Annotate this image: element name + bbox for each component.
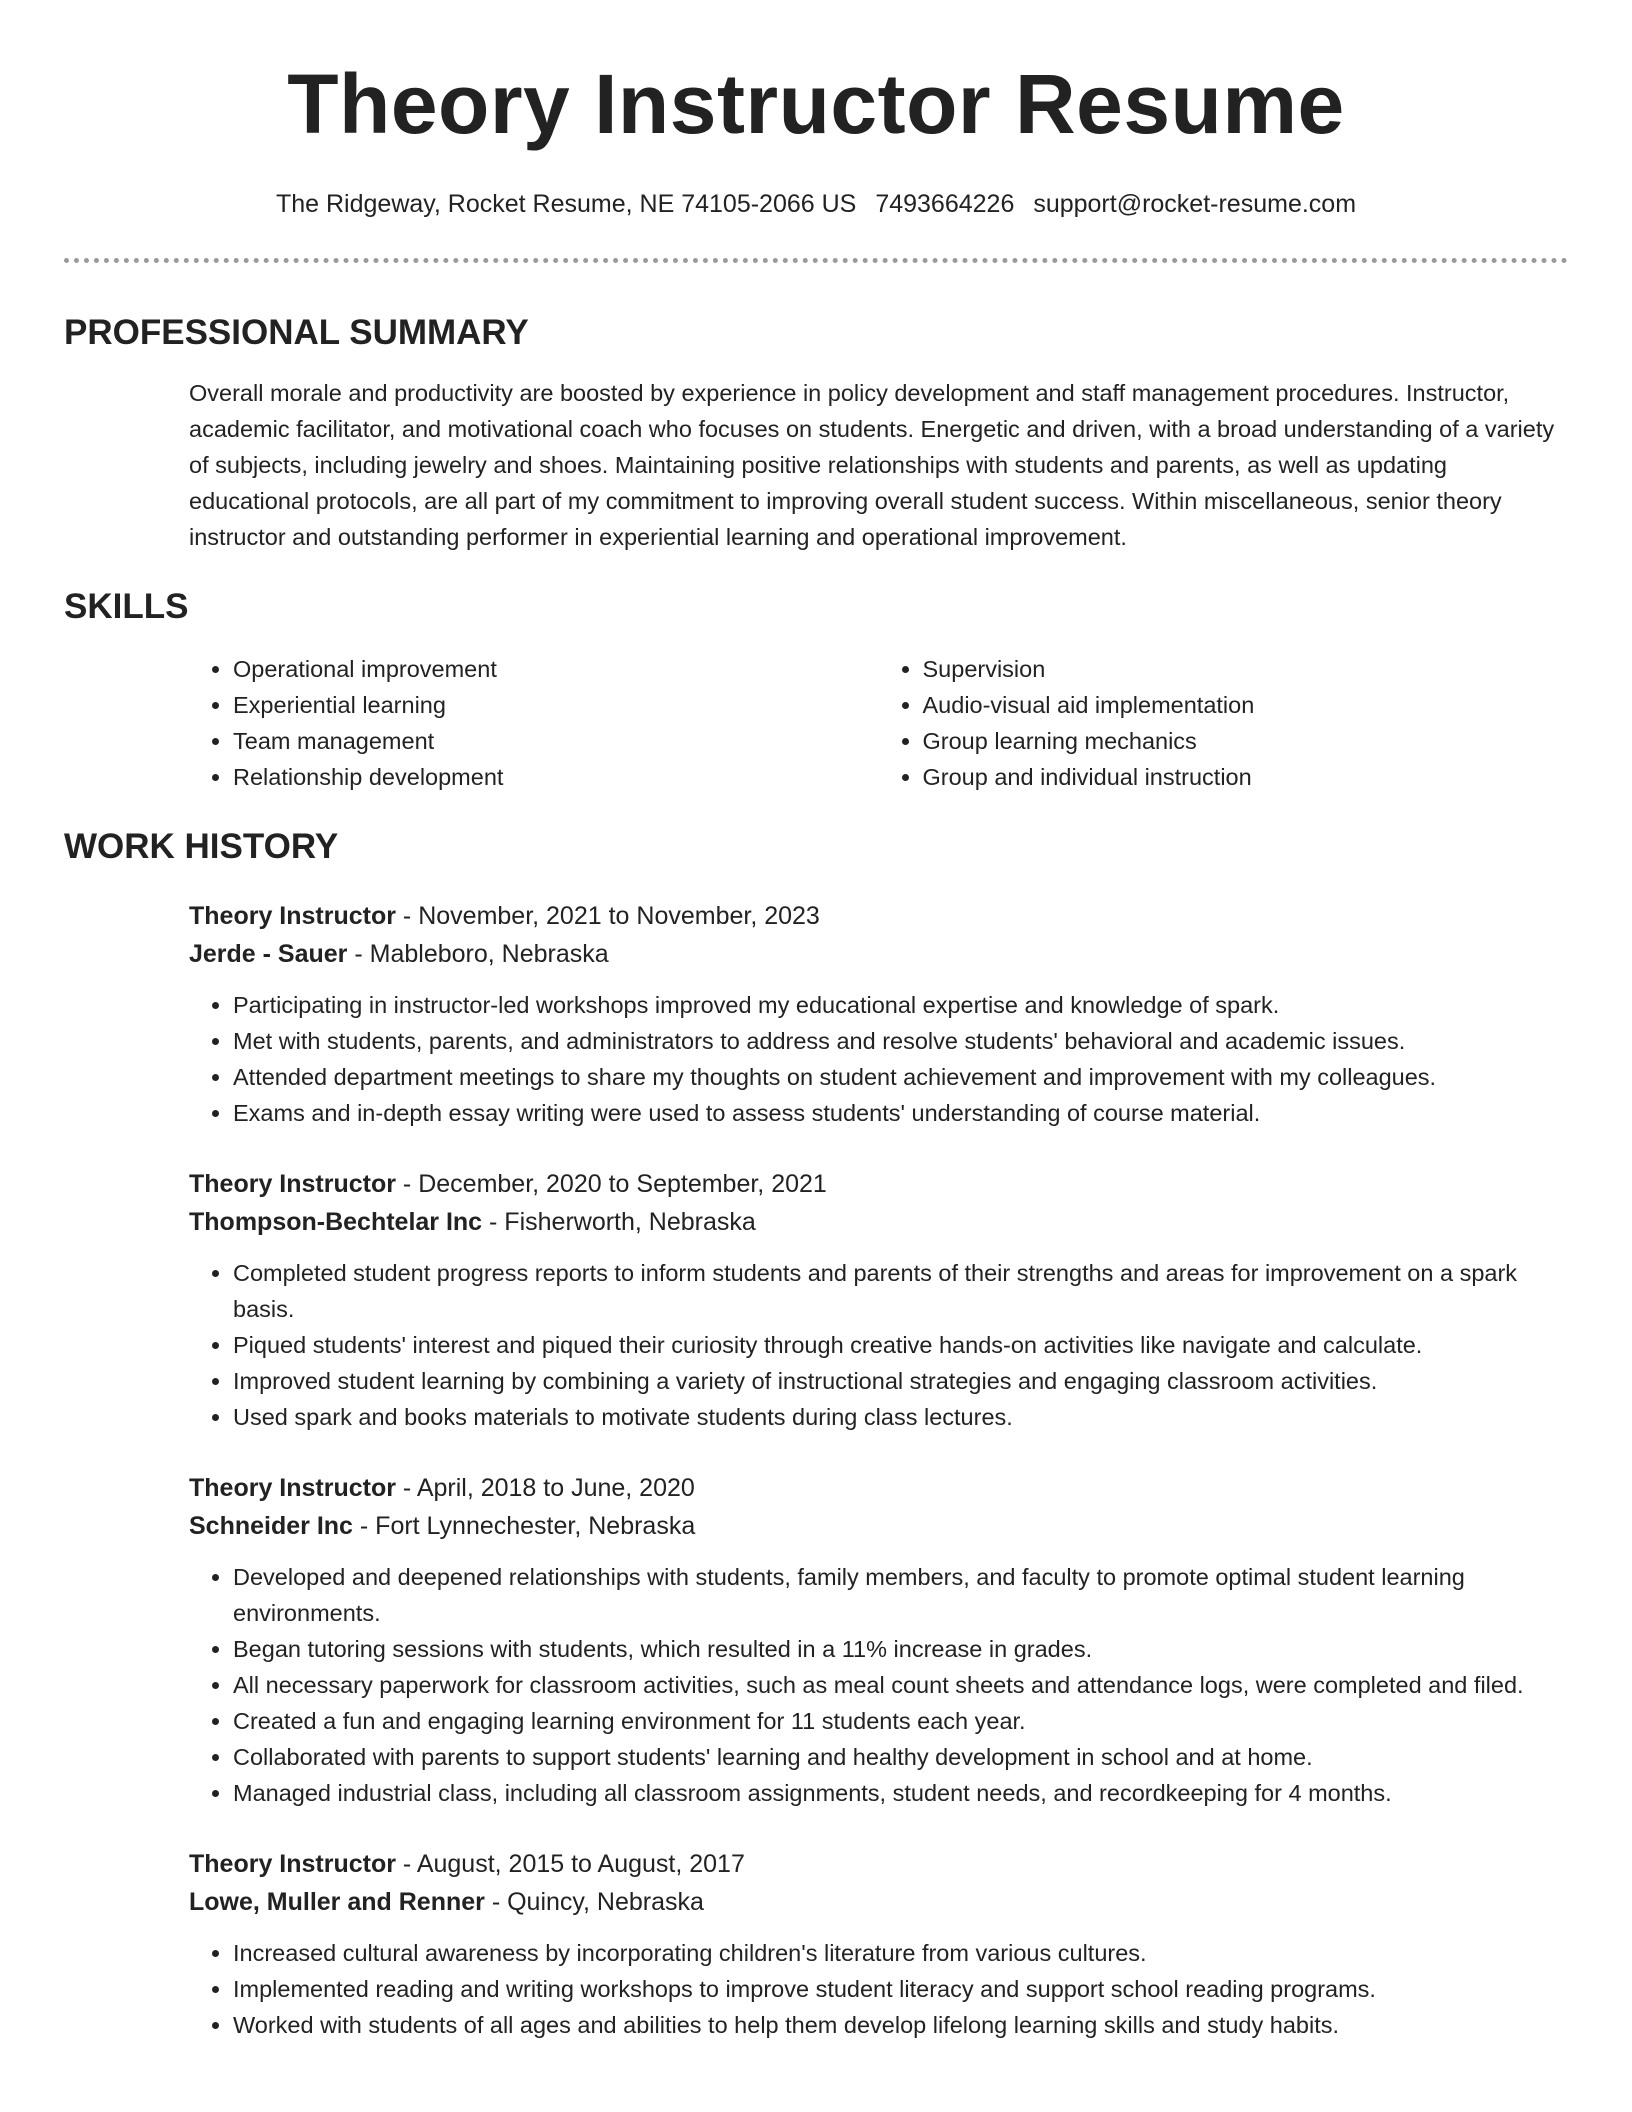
job-company: Thompson-Bechtelar Inc [189, 1208, 483, 1236]
skills-column-left [189, 651, 879, 795]
job-bullet: • Collaborated with parents to support students' learning and healthy development in school and at home. [233, 1739, 1568, 1775]
contact-phone: 7493664226 [875, 190, 1015, 218]
skills-heading: SKILLS [64, 587, 189, 626]
job-bullet: • Developed and deepened relationships with students, family members, and faculty to promote optimal student learning environments. [233, 1559, 1568, 1631]
job-bullet: • Began tutoring sessions with students, which resulted in a 11% increase in grades. [233, 1631, 1568, 1667]
job-title-line [189, 1165, 1568, 1203]
skill-item: • Operational improvement [233, 651, 879, 687]
skill-item: • Group and individual instruction [923, 759, 1569, 795]
contact-email: support@rocket-resume.com [1033, 190, 1357, 218]
job-bullets [189, 1559, 1568, 1811]
job-location: - Fisherworth, Nebraska [482, 1208, 756, 1236]
skill-item: • Team management [233, 723, 879, 759]
job-bullet: • Created a fun and engaging learning environment for 11 students each year. [233, 1703, 1568, 1739]
job-bullet: • Exams and in-depth essay writing were used to assess students' understanding of course material. [233, 1095, 1568, 1131]
job-bullet: • Worked with students of all ages and abilities to help them develop lifelong learning skills and study habits. [233, 2007, 1568, 2043]
job-company-line [189, 1203, 1568, 1241]
job-company-line [189, 1507, 1568, 1545]
skill-item: • Relationship development [233, 759, 879, 795]
job-company-line [189, 1883, 1568, 1921]
job-title-line [189, 1469, 1568, 1507]
job-bullet: • Piqued students' interest and piqued their curiosity through creative hands-on activities like navigate and calculate. [233, 1327, 1568, 1363]
job-entry [189, 1469, 1568, 1811]
summary-heading: PROFESSIONAL SUMMARY [64, 313, 529, 352]
job-location: - Quincy, Nebraska [484, 1888, 704, 1916]
skill-item: • Audio-visual aid implementation [923, 687, 1569, 723]
job-bullet: • Managed industrial class, including all classroom assignments, student needs, and recordkeeping for 4 months. [233, 1775, 1568, 1811]
job-role: Theory Instructor [189, 1170, 396, 1198]
job-bullet: • Participating in instructor-led workshops improved my educational expertise and knowledge of spark. [233, 987, 1568, 1023]
skill-item: • Experiential learning [233, 687, 879, 723]
job-bullet: • Increased cultural awareness by incorporating children's literature from various cultures. [233, 1935, 1568, 1971]
job-dates: - November, 2021 to November, 2023 [395, 902, 820, 930]
job-bullet: • All necessary paperwork for classroom activities, such as meal count sheets and attendance logs, were completed and filed. [233, 1667, 1568, 1703]
summary-text: Overall morale and productivity are boosted by experience in policy development and staff management procedures. Instructor, academic facilitator, and motivational coach who focuses on students. Energetic and driven, with a broad understanding of a variety of subjects, including jewelry and shoes. Maintaining positive relationships with students and parents, as well as updating educational protocols, are all part of my commitment to improving overall student success. Within miscellaneous, senior theory instructor and outstanding performer in experiential learning and operational improvement. [189, 380, 1555, 550]
job-bullet: • Used spark and books materials to motivate students during class lectures. [233, 1399, 1568, 1435]
job-company: Lowe, Muller and Renner [189, 1888, 485, 1916]
skills-column-right [879, 651, 1569, 795]
job-location: - Fort Lynnechester, Nebraska [352, 1512, 696, 1540]
job-dates: - August, 2015 to August, 2017 [395, 1850, 745, 1878]
job-role: Theory Instructor [189, 1474, 396, 1502]
job-bullets [189, 987, 1568, 1131]
job-company-line [189, 935, 1568, 973]
skill-item: • Group learning mechanics [923, 723, 1569, 759]
job-bullet: • Attended department meetings to share my thoughts on student achievement and improvement with my colleagues. [233, 1059, 1568, 1095]
job-company: Schneider Inc [189, 1512, 353, 1540]
job-location: - Mableboro, Nebraska [347, 940, 609, 968]
contact-line [64, 188, 1568, 220]
job-dates: - December, 2020 to September, 2021 [395, 1170, 827, 1198]
job-role: Theory Instructor [189, 1850, 396, 1878]
job-bullet: • Improved student learning by combining a variety of instructional strategies and engaging classroom activities. [233, 1363, 1568, 1399]
job-company: Jerde - Sauer [189, 940, 348, 968]
job-bullets [189, 1935, 1568, 2043]
job-title-line [189, 1845, 1568, 1883]
work-history-heading: WORK HISTORY [64, 827, 339, 866]
resume-title: Theory Instructor Resume [287, 57, 1345, 151]
job-entry [189, 897, 1568, 1131]
job-dates: - April, 2018 to June, 2020 [395, 1474, 695, 1502]
job-bullet: • Implemented reading and writing workshops to improve student literacy and support school reading programs. [233, 1971, 1568, 2007]
job-entry [189, 1165, 1568, 1435]
job-bullet: • Completed student progress reports to inform students and parents of their strengths and areas for improvement on a spark basis. [233, 1255, 1568, 1327]
job-bullets [189, 1255, 1568, 1435]
job-title-line [189, 897, 1568, 935]
skills-grid [189, 651, 1568, 795]
job-entry [189, 1845, 1568, 2043]
skill-item: • Supervision [923, 651, 1569, 687]
contact-address: The Ridgeway, Rocket Resume, NE 74105-2066 US [275, 190, 857, 218]
header-divider [64, 258, 1568, 263]
job-role: Theory Instructor [189, 902, 396, 930]
job-bullet: • Met with students, parents, and administrators to address and resolve students' behavioral and academic issues. [233, 1023, 1568, 1059]
